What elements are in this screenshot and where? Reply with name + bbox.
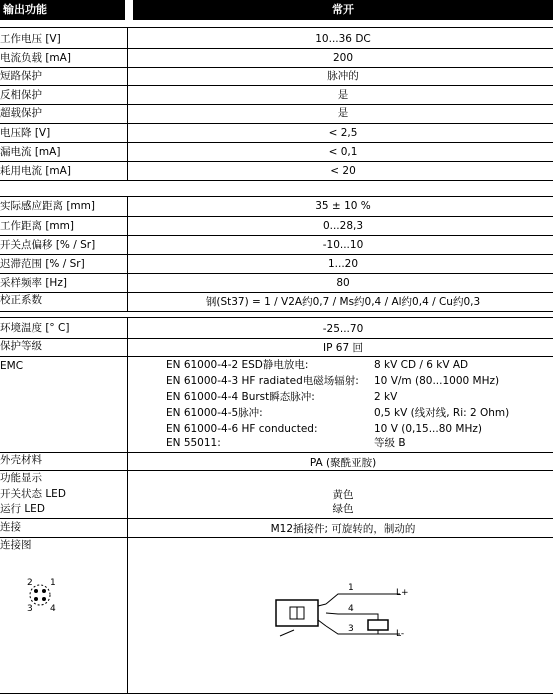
emc-value-surge: 0,5 kV (线对线, Ri: 2 Ohm) xyxy=(374,407,510,419)
label-operating-distance: 工作距离 [mm] xyxy=(0,220,74,232)
value-switch-state-led: 黄色 xyxy=(332,489,354,501)
label-overload-protection: 超载保护 xyxy=(0,107,42,119)
value-current-load: 200 xyxy=(332,52,354,64)
label-voltage-drop: 电压降 [V] xyxy=(0,127,51,139)
value-switch-point-drift: -10...10 xyxy=(322,239,364,251)
group1-top-rule xyxy=(0,27,553,28)
table-bottom-rule xyxy=(0,693,553,694)
header-output-function: 输出功能 xyxy=(0,0,125,20)
emc-standard-esd: EN 61000-4-2 ESD静电放电: xyxy=(166,359,309,371)
l-plus-label: L+ xyxy=(396,588,409,598)
label-wiring-diagram: 连接图 xyxy=(0,539,32,551)
label-correction-factors: 校正系数 xyxy=(0,294,42,306)
group2-bottom-rule xyxy=(0,311,553,312)
emc-standard-surge: EN 61000-4-5脉冲: xyxy=(166,407,263,419)
label-switch-point-drift: 开关点偏移 [% / Sr] xyxy=(0,239,96,251)
value-connection: M12插接件; 可旋转的，制动的 xyxy=(270,523,416,535)
value-ambient-temperature: -25...70 xyxy=(322,323,364,335)
label-switch-state-led: 开关状态 LED xyxy=(0,488,66,500)
value-sensing-range: 35 ± 10 % xyxy=(315,200,371,212)
emc-value-hf-conducted: 10 V (0,15...80 MHz) xyxy=(374,423,482,435)
label-sampling-rate: 采样频率 [Hz] xyxy=(0,277,67,289)
emc-standard-burst: EN 61000-4-4 Burst瞬态脉冲: xyxy=(166,391,315,403)
emc-standard-hf-radiated: EN 61000-4-3 HF radiated电磁场辐射: xyxy=(166,375,359,387)
value-voltage-drop: < 2,5 xyxy=(328,127,358,139)
value-leakage-current: < 0,1 xyxy=(328,146,358,158)
label-connection: 连接 xyxy=(0,521,21,533)
label-reverse-polarity-protection: 反相保护 xyxy=(0,89,42,101)
label-ambient-temperature: 环境温度 [° C] xyxy=(0,322,70,334)
label-current-load: 电流负载 [mA] xyxy=(0,52,71,64)
wire-label-3: 3 xyxy=(348,624,354,634)
label-housing-material: 外壳材料 xyxy=(0,454,42,466)
emc-value-burst: 2 kV xyxy=(374,391,398,403)
l-minus-label: L- xyxy=(396,629,405,639)
label-run-led: 运行 LED xyxy=(0,503,45,515)
emc-standard-en55011: EN 55011: xyxy=(166,437,221,449)
label-short-circuit-protection: 短路保护 xyxy=(0,70,42,82)
value-run-led: 绿色 xyxy=(332,503,354,515)
header-normally-open: 常开 xyxy=(133,0,553,20)
wire-label-4: 4 xyxy=(348,604,354,614)
label-operating-voltage: 工作电压 [V] xyxy=(0,33,61,45)
label-leakage-current: 漏电流 [mA] xyxy=(0,146,61,158)
value-correction-factors: 钢(St37) = 1 / V2A约0,7 / Ms约0,4 / Al约0,4 / Cu约0,3 xyxy=(205,296,481,308)
pin-label-1: 1 xyxy=(50,578,56,588)
label-sensing-range: 实际感应距离 [mm] xyxy=(0,200,95,212)
group1-bottom-rule xyxy=(0,180,553,181)
value-overload-protection: 是 xyxy=(337,107,349,119)
value-housing-material: PA (聚酰亚胺) xyxy=(309,457,377,469)
emc-standard-hf-conducted: EN 61000-4-6 HF conducted: xyxy=(166,423,318,435)
emc-value-esd: 8 kV CD / 6 kV AD xyxy=(374,359,469,371)
value-current-consumption: < 20 xyxy=(330,165,356,177)
column-divider-group3 xyxy=(127,317,128,693)
value-operating-distance: 0...28,3 xyxy=(322,220,364,232)
value-hysteresis: 1...20 xyxy=(327,258,359,270)
value-sampling-rate: 80 xyxy=(336,277,350,289)
value-operating-voltage: 10...36 DC xyxy=(315,33,371,45)
label-current-consumption: 耗用电流 [mA] xyxy=(0,165,71,177)
wire-label-1: 1 xyxy=(348,583,354,593)
emc-value-hf-radiated: 10 V/m (80...1000 MHz) xyxy=(374,375,500,387)
value-reverse-polarity-protection: 是 xyxy=(337,89,349,101)
pin-label-2: 2 xyxy=(27,578,33,588)
label-protection-rating: 保护等级 xyxy=(0,340,42,352)
emc-value-en55011: 等级 B xyxy=(374,437,406,449)
group3-top-rule xyxy=(0,317,553,318)
label-hysteresis: 迟滞范围 [% / Sr] xyxy=(0,258,85,270)
pin-label-3: 3 xyxy=(27,604,33,614)
value-short-circuit-protection: 脉冲的 xyxy=(327,70,359,82)
value-protection-rating: IP 67 回 xyxy=(323,342,363,354)
label-function-display: 功能显示 xyxy=(0,472,42,484)
pin-label-4: 4 xyxy=(50,604,56,614)
label-emc: EMC xyxy=(0,360,24,372)
